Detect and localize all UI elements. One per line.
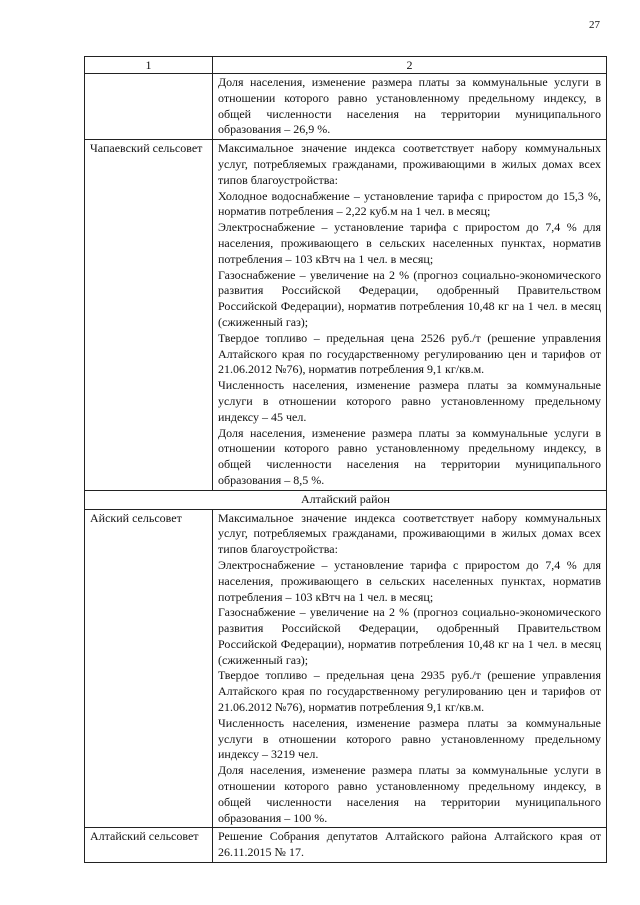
- paragraph: Твердое топливо – предельная цена 2526 руб./т (решение управления Алтайского края по государственному регулированию цен и тарифов от 21.06.2012 №76), норматив потребления 9,1 кг/кв.м.: [218, 330, 601, 377]
- region-heading: Алтайский район: [85, 490, 607, 509]
- region-row: [85, 490, 607, 509]
- paragraph: Холодное водоснабжение – установление тарифа с приростом до 15,3 %, норматив потребления – 2,22 куб.м на 1 чел. в месяц;: [218, 188, 601, 219]
- paragraph: Твердое топливо – предельная цена 2935 руб./т (решение управления Алтайского края по государственному регулированию цен и тарифов от 21.06.2012 №76), норматив потребления 9,1 кг/кв.м.: [218, 668, 601, 715]
- table-row: [85, 140, 607, 491]
- paragraph: Максимальное значение индекса соответствует набору коммунальных услуг, потребляемых гражданами, проживающими в жилых домах всех типов благоустройства:: [218, 510, 601, 557]
- paragraph: Максимальное значение индекса соответствует набору коммунальных услуг, потребляемых гражданами, проживающими в жилых домах всех типов благоустройства:: [218, 141, 601, 187]
- paragraph: Электроснабжение – установление тарифа с приростом до 7,4 % для населения, проживающего в сельских населенных пунктах, норматив потребления – 103 кВтч на 1 чел. в месяц;: [218, 557, 601, 604]
- description-cell: [213, 74, 607, 140]
- table-header-row: [85, 57, 607, 74]
- paragraph: Доля населения, изменение размера платы за коммунальные услуги в отношении которого равно установленному предельному индексу, в общей численности населения на территории муниципального образования – 100 %.: [218, 763, 601, 825]
- paragraph: Доля населения, изменение размера платы за коммунальные услуги в отношении которого равно установленному предельному индексу, в общей численности населения на территории муниципального образования – 8,5 %.: [218, 425, 601, 487]
- description-cell: [213, 828, 607, 863]
- paragraph: Газоснабжение – увеличение на 2 % (прогноз социально-экономического развития Российской Федерации, одобренный Правительством Российской Федерации), норматив потребления 10,48 кг на 1 чел. в месяц (сжиженный газ);: [218, 605, 601, 667]
- municipality-cell: [85, 74, 213, 140]
- municipality-cell: Алтайский сельсовет: [85, 828, 213, 863]
- municipality-cell: Айский сельсовет: [85, 509, 213, 828]
- table-row: [85, 74, 607, 140]
- paragraph: Численность населения, изменение размера платы за коммунальные услуги в отношении которого равно установленному предельному индексу – 45 чел.: [218, 378, 601, 424]
- paragraph: Численность населения, изменение размера платы за коммунальные услуги в отношении которого равно установленному предельному индексу – 3219 чел.: [218, 715, 601, 762]
- paragraph: Решение Собрания депутатов Алтайского района Алтайского края от 26.11.2015 № 17.: [218, 829, 601, 860]
- paragraph: Электроснабжение – установление тарифа с приростом до 7,4 % для населения, проживающего в сельских населенных пунктах, норматив потребления – 103 кВтч на 1 чел. в месяц;: [218, 220, 601, 266]
- description-cell: [213, 509, 607, 828]
- column-number-2: 2: [213, 57, 607, 74]
- page-number: 27: [589, 19, 600, 31]
- column-number-1: 1: [85, 57, 213, 74]
- table-row: [85, 828, 607, 863]
- municipality-cell: Чапаевский сельсовет: [85, 140, 213, 491]
- indices-table: [84, 56, 607, 863]
- paragraph: Газоснабжение – увеличение на 2 % (прогноз социально-экономического развития Российской Федерации, одобренный Правительством Российской Федерации), норматив потребления 10,48 кг на 1 чел. в месяц (сжиженный газ);: [218, 267, 601, 329]
- description-cell: [213, 140, 607, 491]
- paragraph: Доля населения, изменение размера платы за коммунальные услуги в отношении которого равно установленному предельному индексу, в общей численности населения на территории муниципального образования – 26,9 %.: [218, 75, 601, 137]
- table-row: [85, 509, 607, 828]
